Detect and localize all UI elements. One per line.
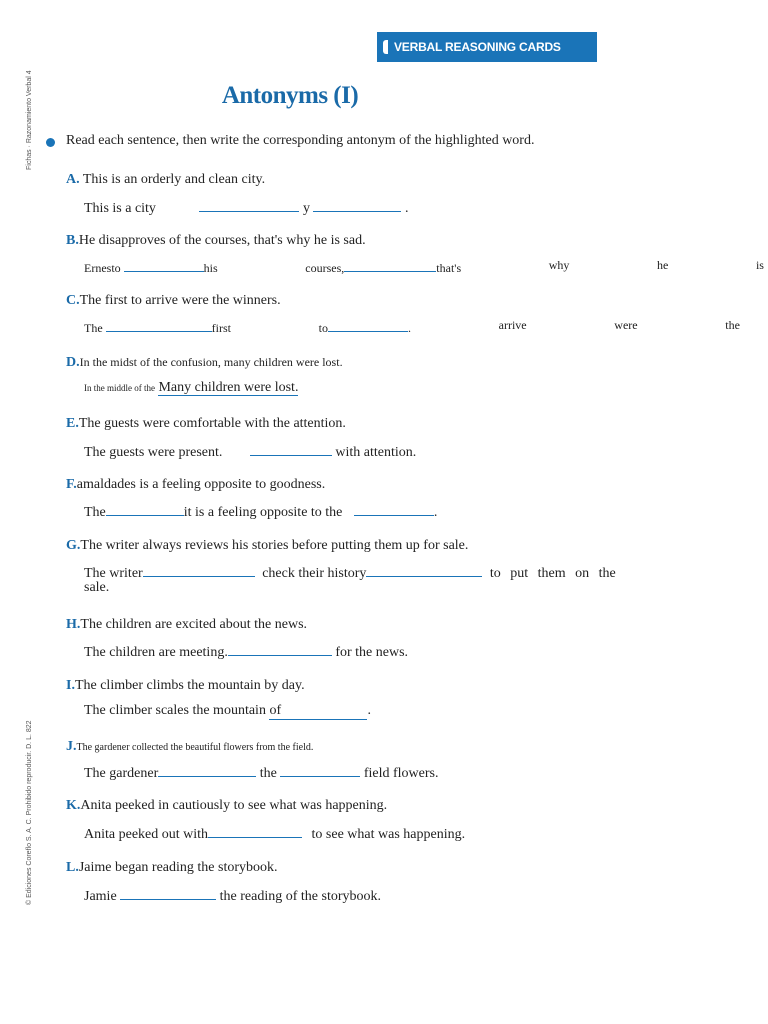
answer-text: of [269,703,282,718]
answer-text: it is a feeling opposite to the [183,505,343,520]
answer-text: Anita peeked out with [84,827,209,842]
item-letter: J. [66,739,77,754]
answer-text: The gardener [84,766,159,781]
item-letter: K. [66,798,81,813]
question-text: Jaime began reading the storybook. [78,860,278,875]
item-letter: H. [66,617,81,632]
answer-text: Many children were lost. [158,380,299,395]
question-h [66,617,307,633]
answer-l [84,886,768,905]
side-label-top: Fichas · Razonamiento Verbal 4 [26,70,33,170]
answer-text: The writer [84,566,143,581]
answer-text: with attention. [335,445,417,460]
answer-text: The guests were present. [84,445,223,460]
item-letter: F. [66,477,77,492]
answer-blank[interactable] [208,824,302,838]
question-text: amaldades is a feeling opposite to goodness. [76,477,326,492]
question-text: The gardener collected the beautiful flowers from the field. [76,742,314,753]
answer-blank[interactable] [328,318,408,332]
section-banner [377,32,597,62]
answer-text: Jamie [84,889,117,904]
answer-text: y [302,201,310,216]
question-text: Anita peeked in cautiously to see what was happening. [80,798,388,813]
answer-blank[interactable] [354,502,434,516]
answer-blank[interactable] [366,563,482,577]
answer-d [84,380,768,396]
answer-text: This is a city [84,201,156,216]
question-text: The climber climbs the mountain by day. [74,678,305,693]
answer-blank[interactable] [106,502,184,516]
answer-blank[interactable] [199,198,299,212]
item-letter: B. [66,233,79,248]
answer-text: to see what was happening. [311,827,466,842]
item-letter: E. [66,416,79,431]
answer-text: is [755,258,764,272]
answer-text: . [404,201,409,216]
answer-blank[interactable] [106,318,212,332]
answer-text: The [84,321,103,335]
answer-h [84,642,768,661]
answer-blank[interactable] [344,258,436,272]
answer-blank[interactable] [120,886,216,900]
question-c [66,293,281,309]
item-letter: A. [66,172,80,187]
answer-blank[interactable] [269,703,367,720]
answer-text: field flowers. [363,766,439,781]
question-text: The writer always reviews his stories before putting them up for sale. [80,538,469,553]
answer-text: The [84,505,106,520]
answer-text: check their history [262,566,367,581]
answer-text: . [408,321,411,335]
bullet-icon [46,138,55,147]
item-letter: C. [66,293,80,308]
answer-blank[interactable] [158,380,298,396]
answer-text: . [433,505,438,520]
answer-text: Ernesto [84,261,121,275]
item-letter: G. [66,538,81,553]
answer-text: were [614,318,638,332]
answer-blank[interactable] [280,763,360,777]
answer-k [84,824,768,843]
question-l [66,860,278,876]
side-label-bottom: © Ediciones Coreflo S. A. C. Prohibido reproducir. D. L. 822 [26,720,33,905]
question-g [66,538,468,554]
answer-text: his [203,261,218,275]
answer-text: The children are meeting. [84,645,228,660]
answer-blank[interactable] [313,198,401,212]
question-f [66,477,325,493]
question-i [66,678,305,694]
answer-blank[interactable] [124,258,204,272]
answer-b [84,258,768,276]
answer-text: The climber scales the mountain [84,703,266,718]
answer-g-cont [84,580,768,596]
answer-text: In the middle of the [84,383,155,393]
answer-text: for the news. [335,645,409,660]
answer-text: the [725,318,740,332]
answer-i [84,703,768,720]
answer-blank[interactable] [228,642,332,656]
question-j [66,739,313,755]
answer-text: first [211,321,231,335]
answer-f [84,502,768,521]
item-letter: L. [66,860,79,875]
question-b [66,233,366,249]
answer-text: the reading of the storybook. [219,889,382,904]
question-text: This is an orderly and clean city. [82,172,266,187]
answer-text: arrive [498,318,527,332]
answer-text: courses, [305,261,345,275]
item-letter: I. [66,678,75,693]
instruction-text: Read each sentence, then write the corresponding antonym of the highlighted word. [66,133,535,148]
question-text: The first to arrive were the winners. [79,293,281,308]
card-tab-icon [383,40,388,54]
question-text: In the midst of the confusion, many children were lost. [79,355,343,369]
question-text: The guests were comfortable with the attention. [78,416,346,431]
answer-text: why [548,258,570,272]
answer-text: the [259,766,277,781]
answer-a [84,198,768,217]
question-a [66,172,265,188]
answer-j [84,763,768,782]
answer-text: to [318,321,328,335]
page-title: Antonyms (I) [221,82,359,109]
answer-text: to put them on the [489,566,616,581]
answer-text: that's [436,261,462,275]
question-k [66,798,387,814]
answer-blank[interactable] [250,442,332,456]
question-text: The children are excited about the news. [80,617,308,632]
answer-c [84,318,768,336]
answer-text: sale. [84,580,110,595]
item-letter: D. [66,355,80,370]
question-d [66,355,343,371]
question-text: He disapproves of the courses, that's why he is sad. [78,233,366,248]
banner-label: VERBAL REASONING CARDS [394,40,561,54]
answer-blank[interactable] [158,763,256,777]
answer-text: . [367,703,371,718]
answer-blank[interactable] [143,563,255,577]
answer-e [84,442,768,461]
answer-text: he [657,258,669,272]
question-e [66,416,346,432]
